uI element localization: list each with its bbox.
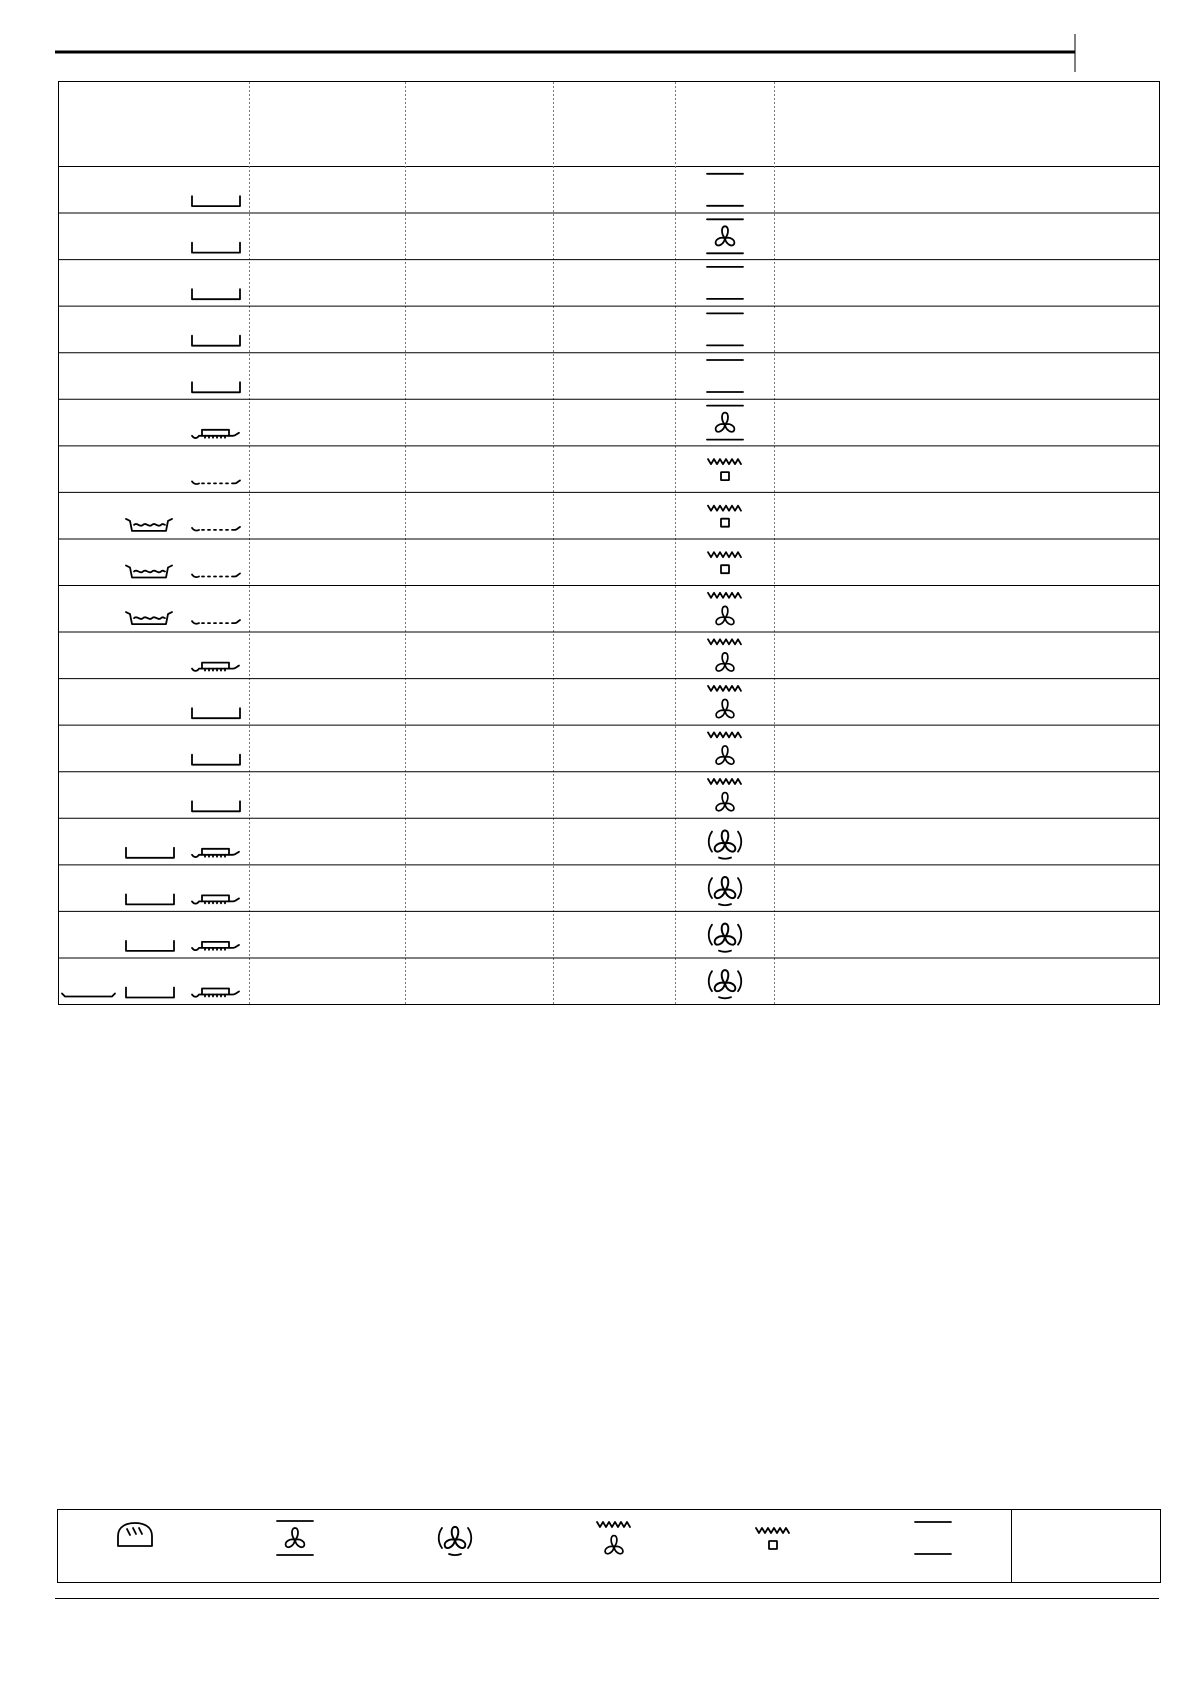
baking-tray-icon	[126, 894, 174, 904]
recipe-table	[59, 82, 1160, 1005]
top-bottom-heat-icon	[707, 267, 743, 299]
grill-icon	[708, 459, 741, 480]
turbo-grill-icon	[708, 593, 741, 625]
function-legend	[58, 1510, 1161, 1583]
table-row	[59, 725, 1160, 765]
legend-top-bottom-heat-icon	[915, 1522, 951, 1554]
wire-shelf-icon	[192, 620, 240, 624]
wire-shelf-icon	[192, 574, 240, 578]
wire-rack-icon	[192, 989, 239, 997]
wire-shelf-icon	[192, 480, 240, 484]
table-row	[59, 353, 1160, 393]
baking-tray-icon	[192, 801, 240, 811]
legend-forced-air-icon	[439, 1527, 472, 1555]
grill-icon	[708, 552, 741, 573]
table-row	[59, 306, 1160, 346]
legend-fan-top-bottom-heat-icon	[277, 1521, 313, 1555]
top-bottom-heat-icon	[707, 313, 743, 345]
grill-icon	[708, 506, 741, 527]
wire-shelf-icon	[192, 527, 240, 531]
recipe-table-frame	[59, 82, 1160, 1005]
forced-air-icon	[709, 970, 742, 998]
table-row	[59, 213, 1160, 253]
legend-bread-icon	[118, 1523, 152, 1546]
table-row	[59, 865, 1160, 905]
baking-tray-icon	[192, 755, 240, 765]
table-row	[59, 586, 1160, 625]
forced-air-icon	[709, 831, 742, 859]
top-bottom-heat-icon	[707, 174, 743, 206]
baking-tray-icon	[192, 196, 240, 206]
table-row	[59, 632, 1160, 671]
legend-grill-icon	[756, 1528, 789, 1549]
turbo-grill-icon	[708, 639, 741, 671]
top-bottom-heat-icon	[707, 360, 743, 392]
drip-pan-icon	[126, 566, 172, 578]
wire-rack-icon	[192, 942, 239, 950]
wire-rack-icon	[192, 895, 239, 903]
table-row	[59, 679, 1160, 719]
wire-rack-icon	[192, 663, 239, 671]
drip-pan-icon	[126, 612, 172, 624]
baking-tray-icon	[126, 941, 174, 951]
baking-tray-icon	[192, 336, 240, 346]
table-row	[59, 911, 1160, 951]
table-row	[59, 958, 1160, 998]
table-row	[59, 399, 1160, 439]
fan-top-bottom-heat-icon	[707, 219, 743, 253]
wire-rack-icon	[192, 430, 239, 438]
table-row	[59, 818, 1160, 858]
table-row	[59, 772, 1160, 812]
turbo-grill-icon	[708, 686, 741, 718]
shallow-tray-icon	[62, 994, 115, 997]
forced-air-icon	[709, 877, 742, 905]
table-row	[59, 492, 1160, 531]
wire-rack-icon	[192, 849, 239, 857]
baking-tray-icon	[192, 243, 240, 253]
table-row	[192, 174, 743, 206]
baking-tray-icon	[126, 988, 174, 998]
fan-top-bottom-heat-icon	[707, 406, 743, 440]
table-row	[59, 260, 1160, 300]
forced-air-icon	[709, 924, 742, 952]
turbo-grill-icon	[708, 779, 741, 811]
baking-tray-icon	[192, 382, 240, 392]
baking-tray-icon	[126, 848, 174, 858]
baking-tray-icon	[192, 708, 240, 718]
legend-turbo-grill-icon	[597, 1522, 630, 1554]
table-row	[59, 539, 1160, 578]
table-column-separators	[250, 82, 775, 1004]
table-row	[59, 446, 1160, 484]
baking-tray-icon	[192, 289, 240, 299]
turbo-grill-icon	[708, 732, 741, 764]
drip-pan-icon	[126, 519, 172, 531]
